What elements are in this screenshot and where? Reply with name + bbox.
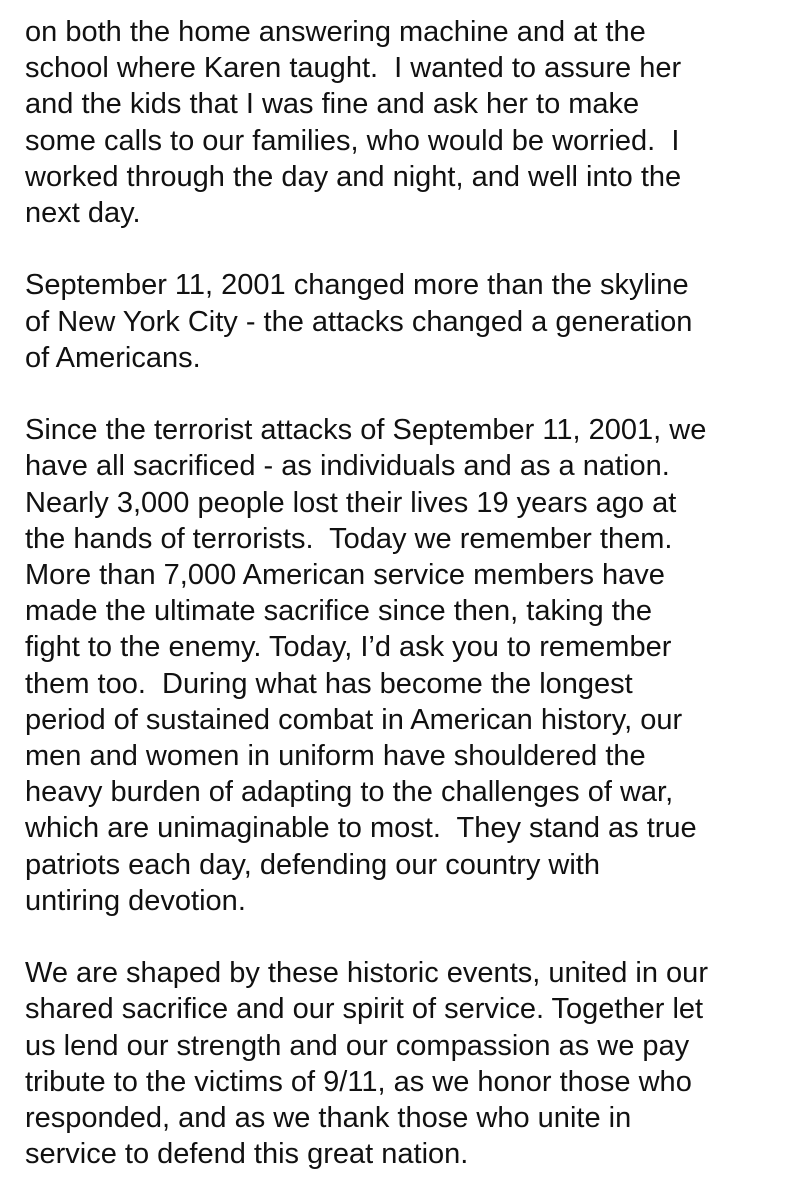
- text-line: have all sacrificed - as individuals and as a nation.: [25, 450, 670, 483]
- text-line: men and women in uniform have shouldered the: [25, 740, 646, 773]
- text-line: We are shaped by these historic events, united in our: [25, 957, 708, 990]
- text-line: school where Karen taught. I wanted to assure her: [25, 52, 682, 85]
- text-line: heavy burden of adapting to the challenges of war,: [25, 776, 674, 809]
- text-line: on both the home answering machine and at the: [25, 16, 646, 48]
- text-line: some calls to our families, who would be worried. I: [25, 124, 680, 157]
- text-line: of New York City - the attacks changed a generation: [25, 305, 693, 338]
- text-line: next day.: [25, 197, 141, 230]
- text-line: period of sustained combat in American history, our: [25, 703, 683, 736]
- text-line: untiring devotion.: [25, 884, 246, 917]
- text-line: worked through the day and night, and well into the: [25, 160, 682, 193]
- text-line: tribute to the victims of 9/11, as we honor those who: [25, 1065, 692, 1098]
- text-line: and the kids that I was fine and ask her to make: [25, 88, 640, 121]
- paragraph-2: [25, 267, 780, 376]
- text-line: of Americans.: [25, 341, 201, 374]
- paragraph-spacer: [25, 376, 780, 412]
- text-line: made the ultimate sacrifice since then, taking the: [25, 595, 653, 628]
- paragraph-3: [25, 412, 780, 919]
- document-body: [25, 14, 780, 1172]
- text-line: Since the terrorist attacks of September 11, 2001, we: [25, 414, 707, 447]
- text-line: September 11, 2001 changed more than the skyline: [25, 269, 689, 302]
- paragraph-1: [25, 14, 780, 231]
- text-line: Nearly 3,000 people lost their lives 19 years ago at: [25, 486, 677, 519]
- text-line: More than 7,000 American service members have: [25, 559, 665, 592]
- text-line: the hands of terrorists. Today we remember them.: [25, 522, 673, 555]
- paragraph-spacer: [25, 231, 780, 267]
- text-line: shared sacrifice and our spirit of service. Together let: [25, 993, 704, 1026]
- text-line: which are unimaginable to most. They stand as true: [25, 812, 697, 845]
- text-line: responded, and as we thank those who unite in: [25, 1102, 632, 1135]
- text-line: us lend our strength and our compassion as we pay: [25, 1029, 690, 1062]
- text-line: fight to the enemy. Today, I’d ask you to remember: [25, 631, 672, 664]
- text-line: them too. During what has become the longest: [25, 667, 633, 700]
- paragraph-4: [25, 955, 780, 1172]
- paragraph-spacer: [25, 919, 780, 955]
- text-line: service to defend this great nation.: [25, 1138, 469, 1171]
- text-line: patriots each day, defending our country with: [25, 848, 600, 881]
